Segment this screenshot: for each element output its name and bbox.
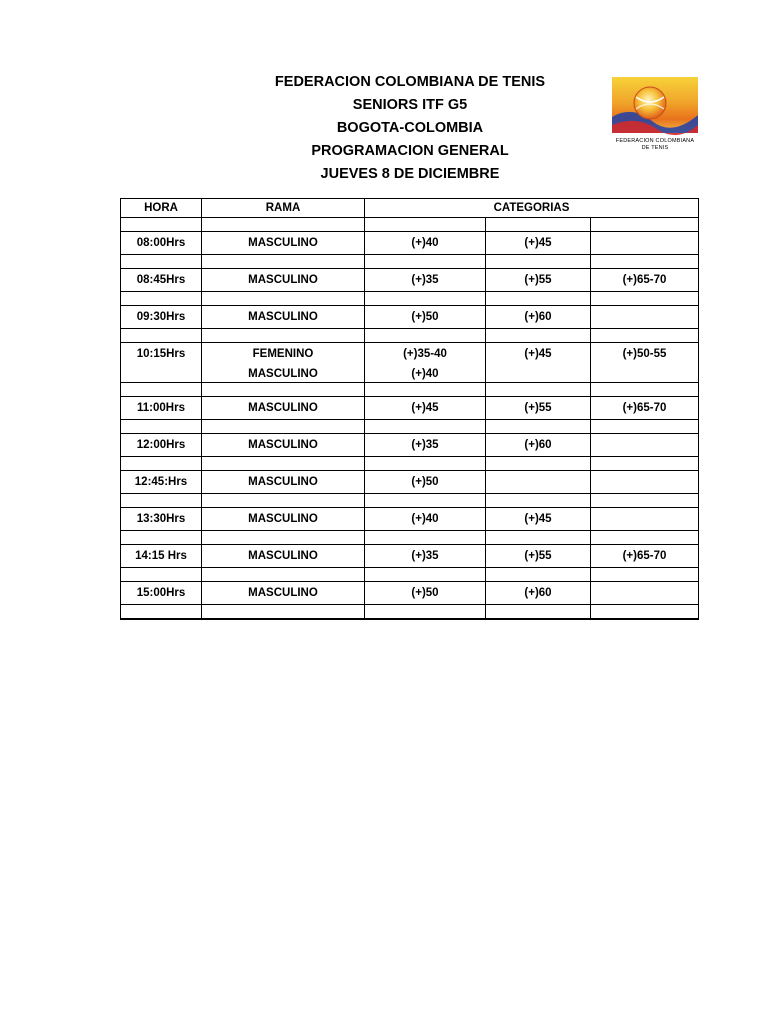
cell-cat2: (+)55 (486, 269, 591, 292)
table-row (121, 306, 699, 329)
cell-cat1: (+)50 (365, 471, 486, 494)
cell-cat3 (591, 434, 699, 457)
table-spacer-row (121, 531, 699, 545)
cell-rama: MASCULINO (202, 365, 365, 383)
cell-hora: 10:15Hrs (121, 343, 202, 366)
title-program: PROGRAMACION GENERAL (311, 143, 509, 159)
document-title (200, 71, 620, 186)
header-categorias: CATEGORIAS (365, 199, 699, 218)
table-spacer-row (121, 494, 699, 508)
cell-cat2 (486, 471, 591, 494)
cell-cat2: (+)45 (486, 508, 591, 531)
cell-rama: MASCULINO (202, 232, 365, 255)
title-date: JUEVES 8 DE DICIEMBRE (320, 166, 500, 182)
cell-cat2: (+)45 (486, 232, 591, 255)
header-rama: RAMA (202, 199, 365, 218)
cell-cat1: (+)45 (365, 397, 486, 420)
table-spacer-row (121, 218, 699, 232)
cell-cat1: (+)35 (365, 269, 486, 292)
cell-cat2: (+)45 (486, 343, 591, 366)
title-location: BOGOTA-COLOMBIA (336, 120, 484, 136)
table-spacer-row (121, 383, 699, 397)
cell-cat1: (+)40 (365, 232, 486, 255)
table-row (121, 508, 699, 531)
header-hora: HORA (121, 199, 202, 218)
cell-cat1: (+)50 (365, 582, 486, 605)
cell-cat3 (591, 508, 699, 531)
cell-cat3: (+)65-70 (591, 397, 699, 420)
cell-hora: 13:30Hrs (121, 508, 202, 531)
cell-cat3 (591, 306, 699, 329)
logo-caption-line1: FEDERACION COLOMBIANA (615, 138, 695, 144)
cell-rama: MASCULINO (202, 508, 365, 531)
table-row (121, 343, 699, 366)
table-header-row (121, 199, 699, 218)
logo-caption (600, 138, 710, 152)
table-spacer-row (121, 255, 699, 269)
cell-hora: 14:15 Hrs (121, 545, 202, 568)
table-spacer-row (121, 457, 699, 471)
title-tournament: SENIORS ITF G5 (352, 97, 468, 113)
schedule-table (120, 198, 699, 620)
cell-cat2: (+)55 (486, 545, 591, 568)
cell-cat1: (+)50 (365, 306, 486, 329)
cell-rama: MASCULINO (202, 582, 365, 605)
table-row (121, 269, 699, 292)
cell-cat3 (591, 582, 699, 605)
table-spacer-row (121, 329, 699, 343)
cell-hora: 12:45:Hrs (121, 471, 202, 494)
cell-rama: MASCULINO (202, 471, 365, 494)
cell-rama: MASCULINO (202, 434, 365, 457)
cell-hora: 08:45Hrs (121, 269, 202, 292)
cell-cat1: (+)40 (365, 365, 486, 383)
table-row (121, 232, 699, 255)
cell-cat2: (+)55 (486, 397, 591, 420)
cell-rama: MASCULINO (202, 397, 365, 420)
table-row (121, 545, 699, 568)
cell-rama: FEMENINO (202, 343, 365, 366)
cell-hora: 11:00Hrs (121, 397, 202, 420)
table-row (121, 582, 699, 605)
cell-cat3: (+)65-70 (591, 269, 699, 292)
cell-cat1: (+)35 (365, 434, 486, 457)
cell-cat2 (486, 365, 591, 383)
table-spacer-row (121, 420, 699, 434)
cell-cat3: (+)50-55 (591, 343, 699, 366)
table-row (121, 365, 699, 383)
cell-hora: 15:00Hrs (121, 582, 202, 605)
cell-rama: MASCULINO (202, 306, 365, 329)
cell-cat3: (+)65-70 (591, 545, 699, 568)
cell-cat2: (+)60 (486, 582, 591, 605)
cell-hora: 08:00Hrs (121, 232, 202, 255)
cell-cat2: (+)60 (486, 306, 591, 329)
cell-hora: 09:30Hrs (121, 306, 202, 329)
table-spacer-row (121, 292, 699, 306)
cell-cat1: (+)35-40 (365, 343, 486, 366)
cell-rama: MASCULINO (202, 545, 365, 568)
table-spacer-row (121, 605, 699, 620)
cell-cat3 (591, 232, 699, 255)
table-row (121, 434, 699, 457)
title-federation: FEDERACION COLOMBIANA DE TENIS (274, 74, 546, 90)
cell-rama: MASCULINO (202, 269, 365, 292)
logo-caption-line2: DE TENIS (641, 145, 669, 151)
cell-cat1: (+)40 (365, 508, 486, 531)
table-spacer-row (121, 568, 699, 582)
cell-hora (121, 365, 202, 383)
table-row (121, 397, 699, 420)
cell-cat3 (591, 365, 699, 383)
cell-cat1: (+)35 (365, 545, 486, 568)
cell-cat3 (591, 471, 699, 494)
table-row (121, 471, 699, 494)
cell-hora: 12:00Hrs (121, 434, 202, 457)
cell-cat2: (+)60 (486, 434, 591, 457)
